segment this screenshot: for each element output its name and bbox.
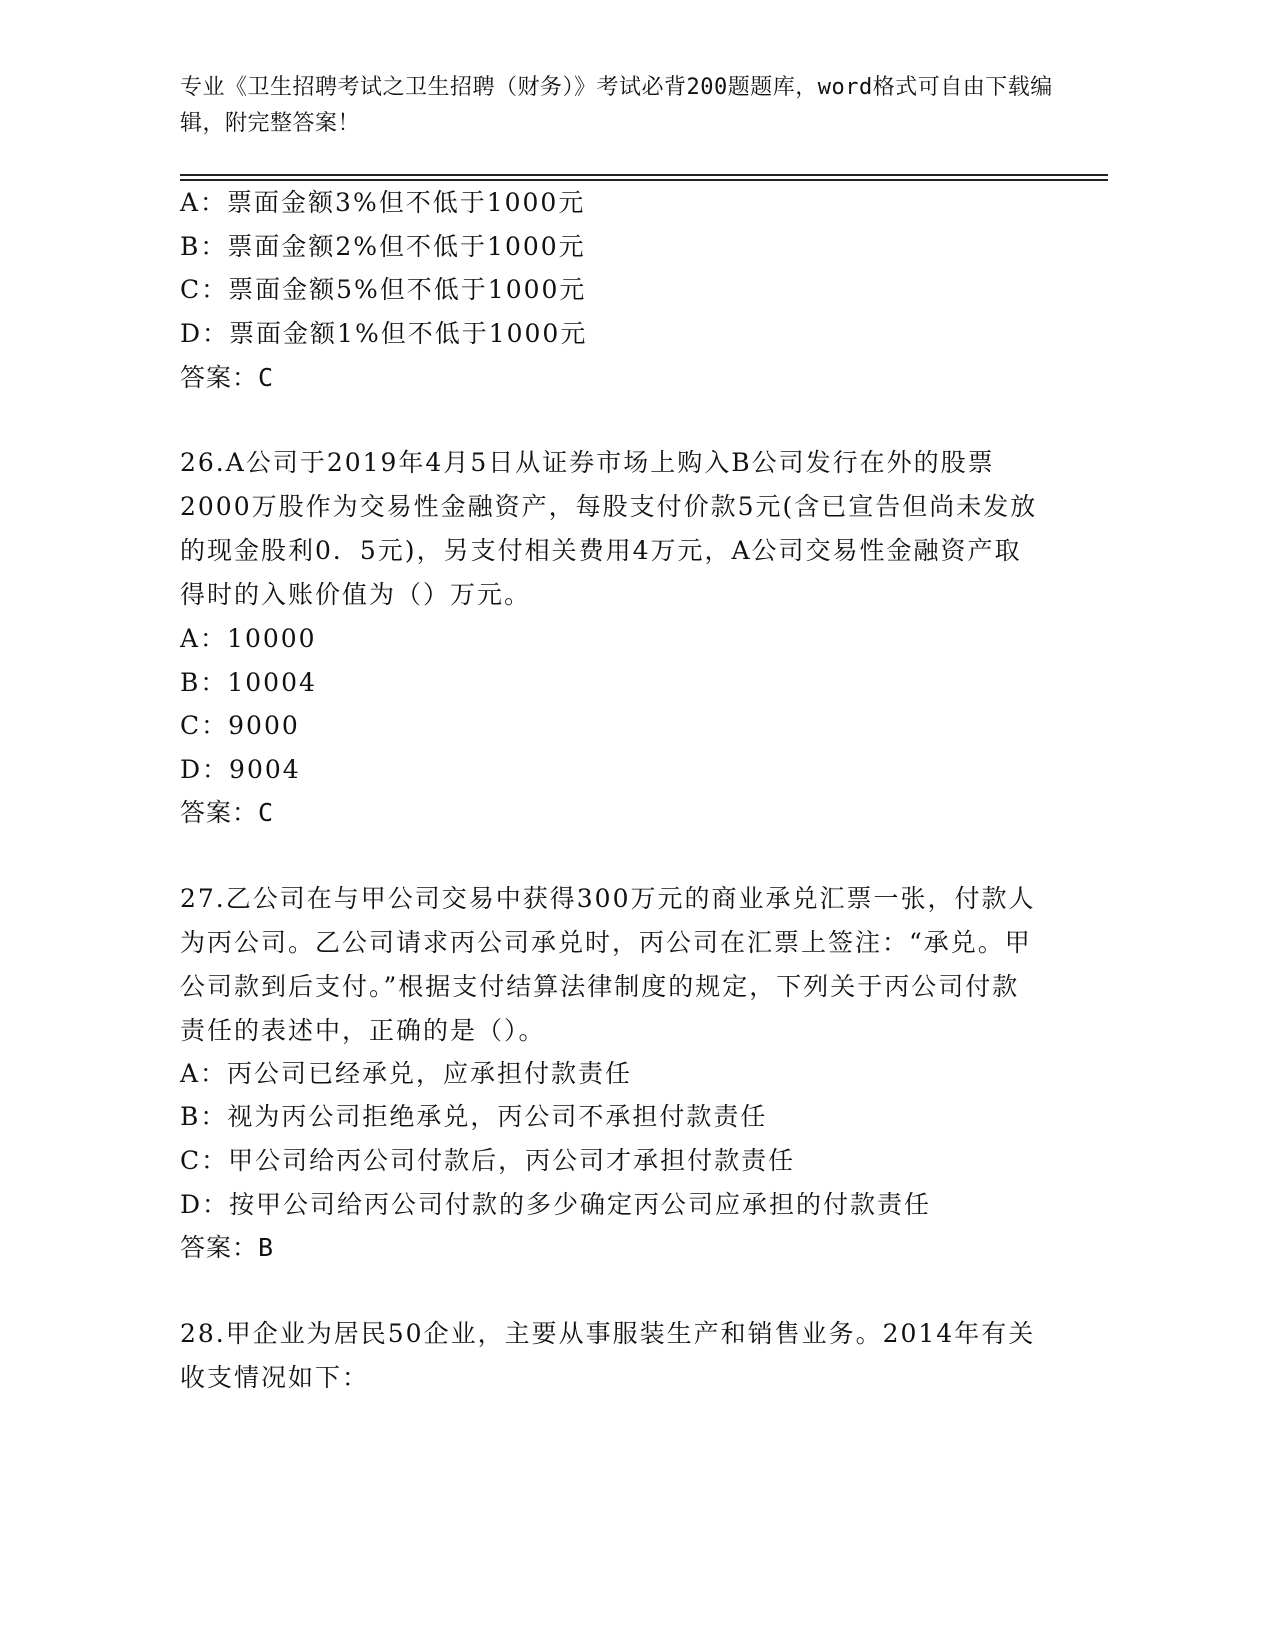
- q26-answer: 答案：C: [180, 798, 275, 827]
- q27-answer: 答案：B: [180, 1233, 275, 1262]
- q25-answer: 答案：C: [180, 363, 275, 392]
- q28-stem: 28.甲企业为居民50企业，主要从事服装生产和销售业务。2014年有关收支情况如下：: [180, 1319, 1036, 1392]
- q26-stem: 26.A公司于2019年4月5日从证券市场上购入B公司发行在外的股票2000万股作为交易性金融资产，每股支付价款5元(含已宣告但尚未发放的现金股利0．5元)，另支付相关费用4万元，A公司交易性金融资产取得时的入账价值为（）万元。: [180, 448, 1038, 609]
- q26-option-a: A：10000: [180, 624, 317, 653]
- q27-option-a: A：丙公司已经承兑，应承担付款责任: [180, 1059, 633, 1088]
- q25-option-b: B：票面金额2%但不低于1000元: [180, 232, 586, 261]
- header-divider-bottom: [180, 179, 1108, 181]
- q25-option-c: C：票面金额5%但不低于1000元: [180, 275, 587, 304]
- document-header-title: 专业《卫生招聘考试之卫生招聘（财务）》考试必背200题题库，word格式可自由下载编辑，附完整答案！: [180, 75, 1053, 136]
- q25-option-a: A：票面金额3%但不低于1000元: [180, 188, 586, 217]
- q26-option-d: D：9004: [180, 755, 301, 784]
- q27-option-c: C：甲公司给丙公司付款后，丙公司才承担付款责任: [180, 1146, 796, 1175]
- header-divider-top: [180, 174, 1108, 176]
- q27-option-b: B：视为丙公司拒绝承兑，丙公司不承担付款责任: [180, 1102, 768, 1131]
- q27-option-d: D：按甲公司给丙公司付款的多少确定丙公司应承担的付款责任: [180, 1190, 932, 1219]
- q27-stem: 27.乙公司在与甲公司交易中获得300万元的商业承兑汇票一张，付款人为丙公司。乙公司请求丙公司承兑时，丙公司在汇票上签注：“承兑。甲公司款到后支付。”根据支付结算法律制度的规定，下列关于丙公司付款责任的表述中，正确的是（）。: [180, 884, 1036, 1045]
- q26-option-c: C：9000: [180, 711, 300, 740]
- q25-option-d: D：票面金额1%但不低于1000元: [180, 319, 588, 348]
- q26-option-b: B：10004: [180, 668, 317, 697]
